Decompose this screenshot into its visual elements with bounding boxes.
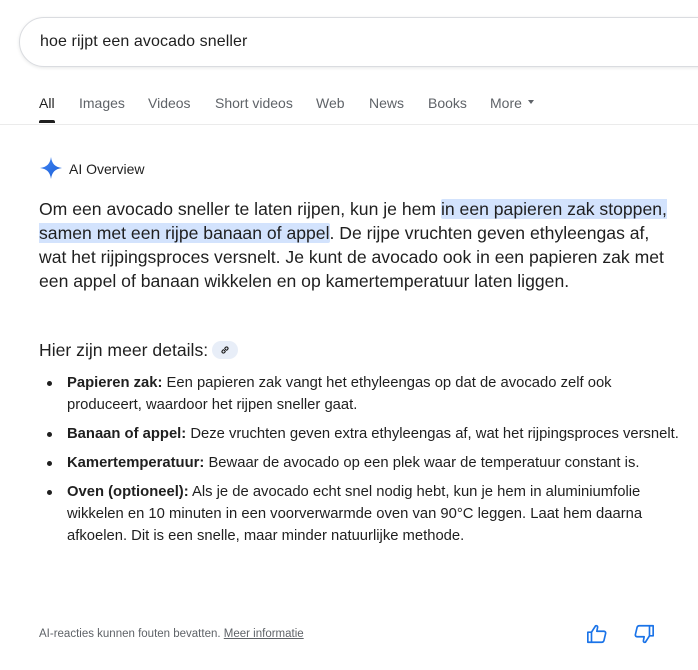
- sparkle-icon: [39, 156, 63, 180]
- disclaimer-text: AI-reacties kunnen fouten bevatten.: [39, 628, 221, 640]
- search-bar[interactable]: [19, 17, 698, 67]
- bullet-title: Oven (optioneel):: [67, 484, 189, 500]
- details-list: [39, 372, 679, 554]
- details-heading: [39, 338, 238, 362]
- list-item: [39, 423, 679, 445]
- search-input[interactable]: hoe rijpt een avocado sneller: [40, 33, 248, 50]
- bullet-title: Papieren zak:: [67, 375, 163, 391]
- bullet-dot: [47, 461, 52, 466]
- link-icon: [220, 345, 230, 355]
- bullet-title: Banaan of appel:: [67, 426, 187, 442]
- tab-books[interactable]: Books: [428, 95, 467, 111]
- search-tabs: [0, 84, 698, 125]
- tab-all[interactable]: All: [39, 95, 55, 111]
- ai-overview-text: [39, 197, 679, 293]
- list-item: [39, 372, 679, 416]
- more-info-link[interactable]: Meer informatie: [223, 628, 304, 640]
- thumbs-down-icon[interactable]: [633, 623, 655, 645]
- tab-news[interactable]: News: [369, 95, 405, 111]
- chevron-down-icon: [528, 100, 534, 104]
- bullet-dot: [47, 432, 52, 437]
- tab-videos[interactable]: Videos: [148, 95, 191, 111]
- list-item: [39, 452, 679, 474]
- tab-more-label: More: [490, 95, 522, 111]
- thumbs-up-icon[interactable]: [586, 623, 608, 645]
- tab-images[interactable]: Images: [79, 95, 125, 111]
- list-item: [39, 481, 679, 547]
- tab-short-videos[interactable]: Short videos: [215, 95, 293, 111]
- overview-text-start: Om een avocado sneller te laten rijpen, kun je hem: [39, 199, 441, 219]
- ai-disclaimer: [39, 628, 304, 640]
- tab-web[interactable]: Web: [316, 95, 345, 111]
- bullet-text: Een papieren zak vangt het ethyleengas op dat de avocado zelf ook produceert, waardoor het rijpen sneller gaat.: [67, 375, 612, 413]
- overview-text-end: . De rijpe vruchten geven ethyleengas af, wat het rijpingsproces versnelt. Je kunt de avocado ook in een papieren zak met een appel of banaan wikkelen en op kamertemperatuur laten liggen.: [39, 223, 664, 291]
- bullet-title: Kamertemperatuur:: [67, 455, 205, 471]
- bullet-text: Bewaar de avocado op een plek waar de temperatuur constant is.: [204, 455, 640, 471]
- bullet-text: Als je de avocado echt snel nodig hebt, kun je hem in aluminiumfolie wikkelen en 10 minuten in een voorverwarmde oven van 90°C leggen. Laat hem daarna afkoelen. Dit is een snelle, maar minder natuurlijke methode.: [67, 484, 643, 544]
- source-link-chip[interactable]: [212, 341, 238, 359]
- overview-highlight[interactable]: in een papieren zak stoppen, samen met een rijpe banaan of appel: [39, 199, 667, 243]
- ai-overview-label: AI Overview: [69, 161, 145, 177]
- bullet-dot: [47, 381, 52, 386]
- bullet-dot: [47, 490, 52, 495]
- active-tab-indicator: [39, 120, 55, 123]
- tab-more[interactable]: [490, 95, 534, 111]
- bullet-text: Deze vruchten geven extra ethyleengas af, wat het rijpingsproces versnelt.: [186, 426, 679, 442]
- details-heading-text: Hier zijn meer details:: [39, 340, 209, 360]
